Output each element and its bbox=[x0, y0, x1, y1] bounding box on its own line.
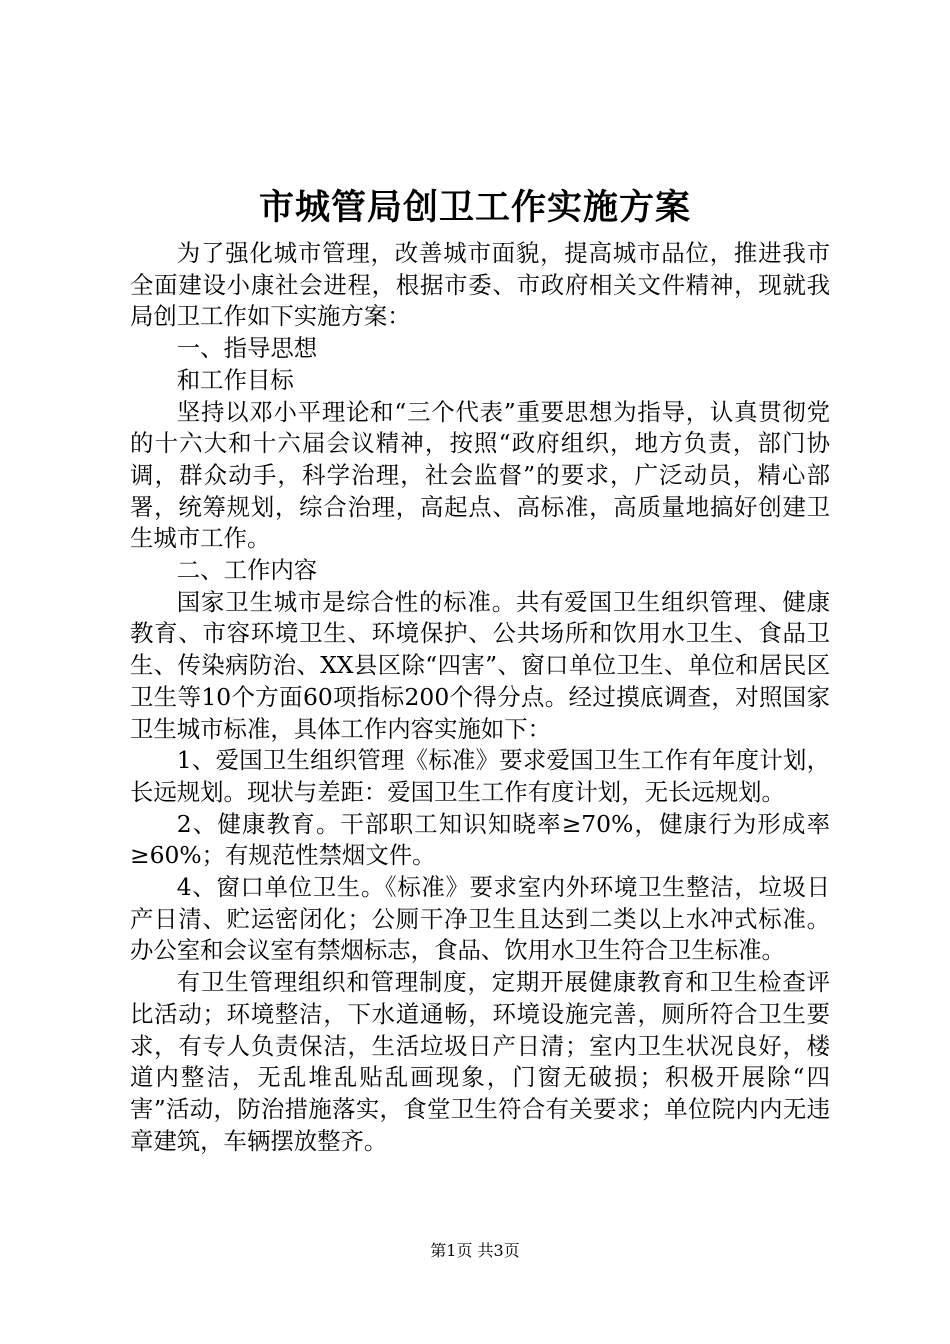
paragraph-unit-requirements: 有卫生管理组织和管理制度，定期开展健康教育和卫生检查评比活动；环境整洁，下水道通畅，环境设施完善，厕所符合卫生要求，有专人负责保洁，生活垃圾日产日清；室内卫生状况良好，楼道内整洁，无乱堆乱贴乱画现象，门窗无破损；积极开展除“四害”活动，防治措施落实，食堂卫生符合有关要求；单位院内内无违章建筑，车辆摆放整齐。 bbox=[130, 968, 830, 1155]
paragraph-item-4: 4、窗口单位卫生。《标准》要求室内外环境卫生整洁，垃圾日产日清、贮运密闭化；公厕干净卫生且达到二类以上水冲式标准。办公室和会议室有禁烟标志，食品、饮用水卫生符合卫生标准。 bbox=[130, 873, 830, 965]
paragraph-guiding-principles: 坚持以邓小平理论和“三个代表”重要思想为指导，认真贯彻党的十六大和十六届会议精神，按照“政府组织，地方负责，部门协调，群众动手，科学治理，社会监督”的要求，广泛动员，精心部署，统筹规划，综合治理，高起点、高标准，高质量地搞好创建卫生城市工作。 bbox=[130, 397, 830, 553]
document-body bbox=[130, 238, 830, 1157]
section-heading-guiding-ideology: 一、指导思想 bbox=[176, 334, 318, 363]
document-title: 市城管局创卫工作实施方案 bbox=[258, 187, 691, 228]
paragraph-national-standards: 国家卫生城市是综合性的标准。共有爱国卫生组织管理、健康教育、市容环境卫生、环境保护、公共场所和饮用水卫生、食品卫生、传染病防治、XX县区除“四害”、窗口单位卫生、单位和居民区卫生等10个方面60项指标200个得分点。经过摸底调查，对照国家卫生城市标准，具体工作内容实施如下： bbox=[130, 587, 830, 743]
section-heading-work-goals: 和工作目标 bbox=[176, 365, 294, 394]
section-heading-work-content: 二、工作内容 bbox=[176, 556, 318, 585]
paragraph-intro: 为了强化城市管理，改善城市面貌，提高城市品位，推进我市全面建设小康社会进程，根据市委、市政府相关文件精神，现就我局创卫工作如下实施方案： bbox=[130, 239, 830, 331]
paragraph-item-1: 1、爱国卫生组织管理《标准》要求爱国卫生工作有年度计划，长远规划。现状与差距：爱国卫生工作有度计划，无长远规划。 bbox=[130, 746, 830, 806]
page-number-footer: 第1页 共3页 bbox=[430, 1241, 520, 1260]
paragraph-item-2: 2、健康教育。干部职工知识知晓率≥70%，健康行为形成率≥60%；有规范性禁烟文件。 bbox=[130, 809, 830, 870]
